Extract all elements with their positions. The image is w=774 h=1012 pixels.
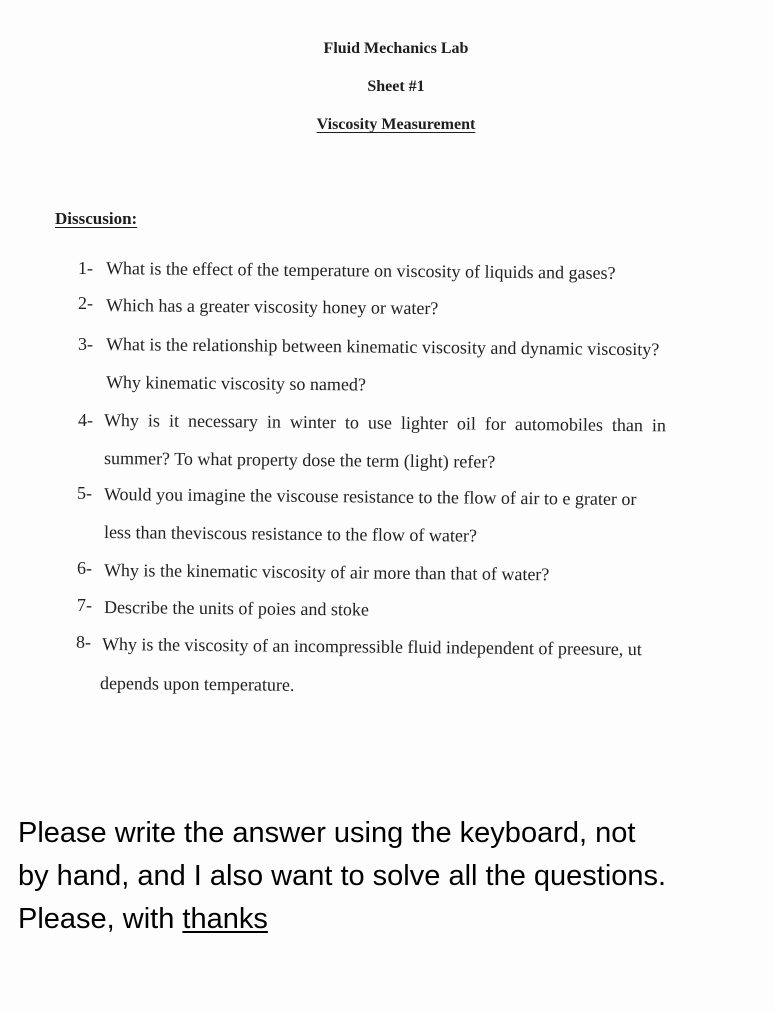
question-text: Why is the viscosity of an incompressible fluid independent of preesure, ut [101,634,642,660]
note-line: Please write the answer using the keyboard, not [18,817,636,849]
request-note [18,812,758,941]
sheet-number: Sheet #1 [367,78,425,95]
question-text: Why is the kinematic viscosity of air more than that of water? [103,560,550,585]
question-text: Which has a greater viscosity honey or water? [105,295,439,319]
question-number: 8- [76,632,91,652]
note-line: by hand, and I also want to solve all the questions. [18,860,667,892]
question-text-continued: summer? To what property dose the term (light) refer? [103,448,496,472]
question-text: What is the effect of the temperature on viscosity of liquids and gases? [105,258,616,283]
discussion-heading: Disscusion: [55,209,138,228]
question-number: 5- [77,483,92,503]
question-number: 6- [77,558,92,578]
question-text-continued: less than theviscous resistance to the flow of water? [103,522,477,546]
question-number: 7- [77,595,92,615]
note-line [18,898,758,941]
sheet-topic [9,116,774,134]
note-underlined-word: thanks [182,903,268,935]
question-number: 2- [78,293,93,313]
sheet-topic-text: Viscosity Measurement [316,116,476,133]
question-text: Describe the units of poies and stoke [103,597,370,620]
question-text: Would you imagine the viscouse resistance to the flow of air to e grater or [103,484,637,510]
question-number: 3- [78,334,93,354]
note-line-prefix: Please, with [18,903,183,935]
question-text-continued: Why kinematic viscosity so named? [105,372,367,395]
question-number: 1- [78,258,93,278]
question-text: What is the relationship between kinematic viscosity and dynamic viscosity? [105,334,660,360]
question-text-continued: depends upon temperature. [99,673,295,695]
question-text: Why is it necessary in winter to use lighter oil for automobiles than in [103,410,666,436]
course-title: Fluid Mechanics Lab [323,40,469,57]
question-number: 4- [78,410,93,430]
